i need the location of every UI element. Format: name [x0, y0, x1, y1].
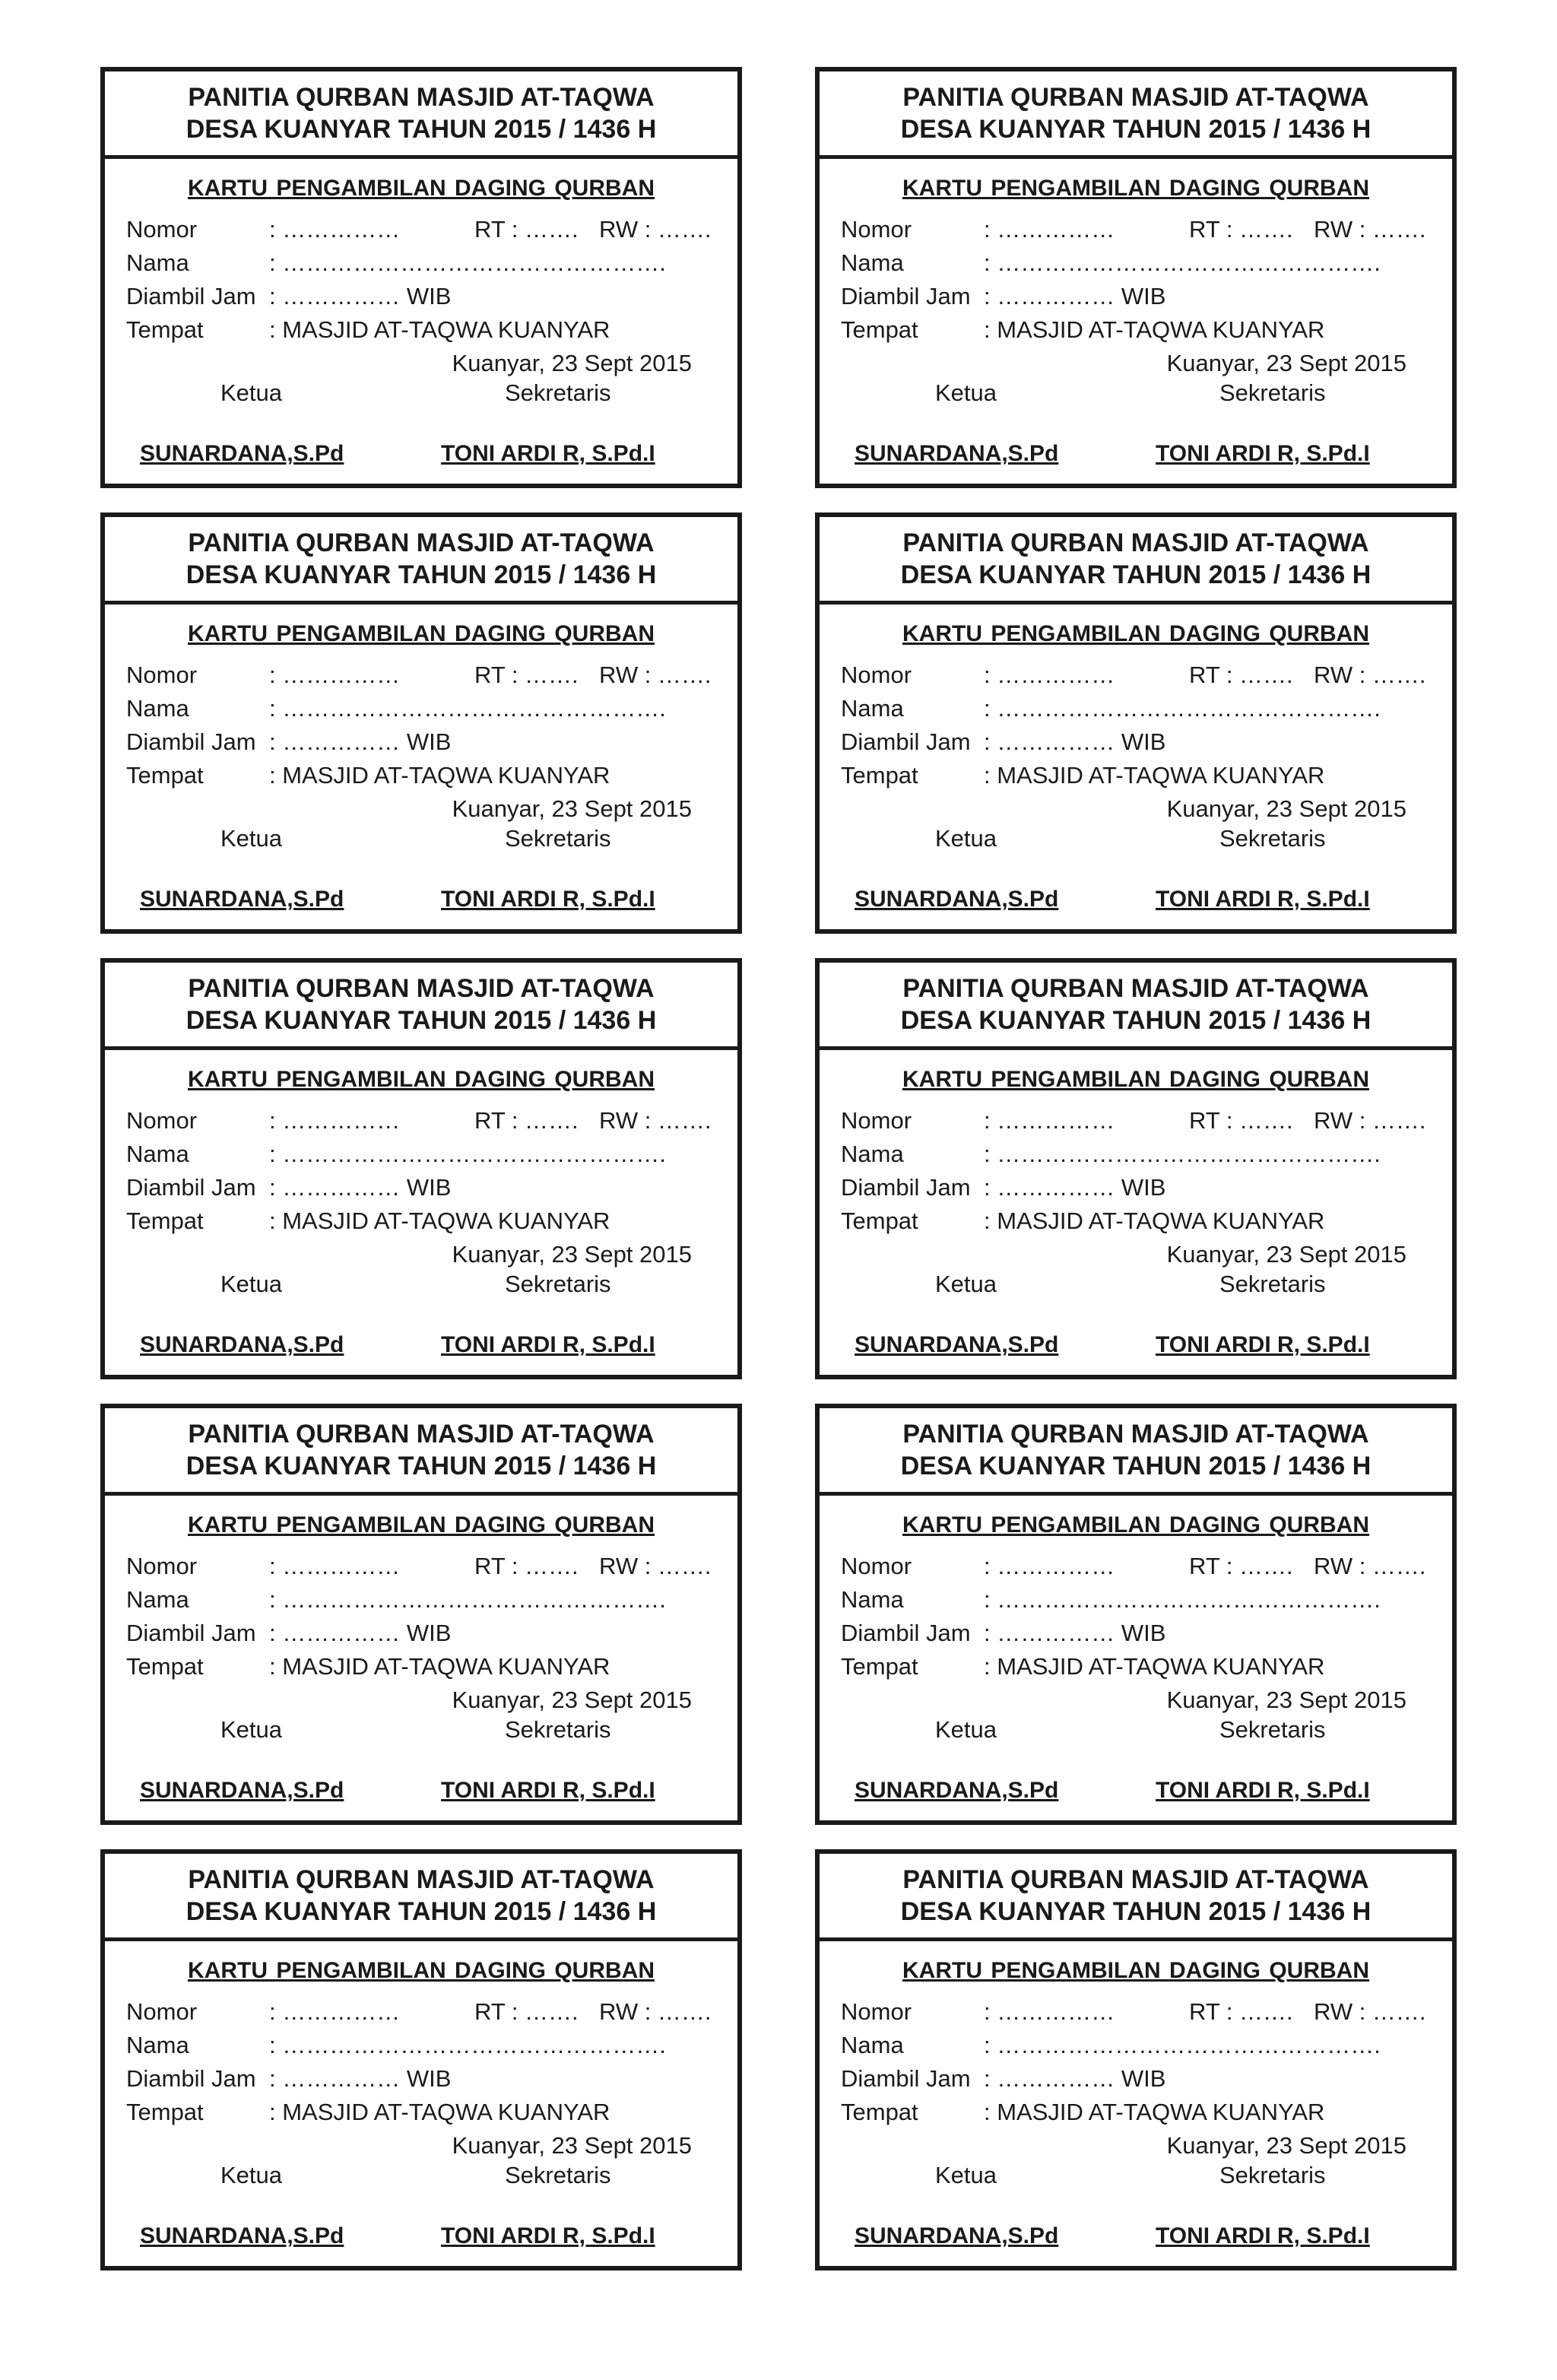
- card-subtitle: KARTU PENGAMBILAN DAGING QURBAN: [902, 1958, 1369, 1983]
- jam-field: : …………… WIB: [984, 2065, 1166, 2092]
- nama-field: : ………………………………………….: [984, 695, 1381, 722]
- ketua-label: Ketua: [935, 379, 997, 406]
- sekretaris-label: Sekretaris: [505, 1716, 611, 1743]
- sekretaris-name: TONI ARDI R, S.Pd.I: [441, 441, 655, 466]
- village-year-title: DESA KUANYAR TAHUN 2015 / 1436 H: [900, 1897, 1371, 1926]
- ketua-label: Ketua: [935, 1271, 997, 1297]
- place-date: Kuanyar, 23 Sept 2015: [1166, 1241, 1406, 1268]
- ketua-label: Ketua: [220, 1716, 283, 1743]
- card-header: [105, 1854, 737, 1941]
- jam-label: Diambil Jam: [126, 1174, 256, 1201]
- rt-field: RT : …….: [1189, 1553, 1293, 1579]
- nama-row: [841, 1585, 1444, 1615]
- place-date: Kuanyar, 23 Sept 2015: [1166, 350, 1406, 376]
- nama-field: : ………………………………………….: [269, 249, 666, 276]
- card-header: [820, 517, 1452, 605]
- nama-row: [126, 1139, 730, 1169]
- nama-label: Nama: [126, 1586, 189, 1613]
- village-year-title: DESA KUANYAR TAHUN 2015 / 1436 H: [900, 1006, 1371, 1035]
- card-header: [820, 1408, 1452, 1496]
- nama-label: Nama: [841, 1586, 904, 1613]
- sekretaris-name: TONI ARDI R, S.Pd.I: [1156, 1332, 1370, 1357]
- sekretaris-label: Sekretaris: [1219, 379, 1326, 406]
- nama-label: Nama: [126, 2032, 189, 2058]
- committee-title: PANITIA QURBAN MASJID AT-TAQWA: [902, 83, 1369, 112]
- nama-field: : ………………………………………….: [984, 2032, 1381, 2058]
- sekretaris-name: TONI ARDI R, S.Pd.I: [1156, 887, 1370, 912]
- nomor-row: [126, 660, 730, 690]
- nomor-label: Nomor: [126, 662, 198, 688]
- jam-field: : …………… WIB: [269, 728, 452, 755]
- nomor-field: : ……………: [269, 216, 401, 243]
- nama-label: Nama: [126, 249, 189, 276]
- tempat-field: : MASJID AT-TAQWA KUANYAR: [269, 1653, 610, 1680]
- place-date: Kuanyar, 23 Sept 2015: [452, 795, 692, 822]
- jam-label: Diambil Jam: [126, 283, 256, 309]
- qurban-card: [815, 1849, 1457, 2271]
- jam-label: Diambil Jam: [841, 2065, 971, 2092]
- tempat-label: Tempat: [841, 316, 918, 343]
- nomor-field: : ……………: [984, 662, 1115, 688]
- tempat-row: [841, 2097, 1444, 2128]
- nomor-field: : ……………: [984, 1553, 1115, 1579]
- sekretaris-label: Sekretaris: [1219, 825, 1326, 852]
- place-date: Kuanyar, 23 Sept 2015: [452, 350, 692, 376]
- tempat-label: Tempat: [126, 1207, 204, 1234]
- sekretaris-label: Sekretaris: [505, 2162, 611, 2188]
- sekretaris-label: Sekretaris: [505, 825, 611, 852]
- nama-label: Nama: [841, 695, 904, 722]
- rt-field: RT : …….: [474, 1998, 579, 2025]
- committee-title: PANITIA QURBAN MASJID AT-TAQWA: [902, 1865, 1369, 1894]
- jam-field: : …………… WIB: [269, 1620, 452, 1646]
- tempat-field: : MASJID AT-TAQWA KUANYAR: [269, 1207, 610, 1234]
- tempat-field: : MASJID AT-TAQWA KUANYAR: [984, 316, 1325, 343]
- card-header: [105, 963, 737, 1050]
- rw-field: RW : …….: [599, 1553, 712, 1579]
- ketua-name: SUNARDANA,S.Pd: [855, 441, 1059, 466]
- nomor-label: Nomor: [841, 662, 912, 688]
- nama-row: [126, 693, 730, 724]
- tempat-field: : MASJID AT-TAQWA KUANYAR: [984, 1653, 1325, 1680]
- tempat-label: Tempat: [841, 1653, 918, 1680]
- nama-field: : ………………………………………….: [269, 1586, 666, 1613]
- village-year-title: DESA KUANYAR TAHUN 2015 / 1436 H: [186, 560, 657, 589]
- nomor-field: : ……………: [984, 1998, 1115, 2025]
- ketua-name: SUNARDANA,S.Pd: [855, 1332, 1059, 1357]
- tempat-field: : MASJID AT-TAQWA KUANYAR: [984, 1207, 1325, 1234]
- nama-label: Nama: [841, 2032, 904, 2058]
- nomor-row: [841, 1997, 1444, 2027]
- sekretaris-name: TONI ARDI R, S.Pd.I: [1156, 1778, 1370, 1803]
- nama-field: : ………………………………………….: [984, 249, 1381, 276]
- jam-field: : …………… WIB: [984, 283, 1166, 309]
- committee-title: PANITIA QURBAN MASJID AT-TAQWA: [902, 1420, 1369, 1449]
- nama-field: : ………………………………………….: [269, 1141, 666, 1167]
- rw-field: RW : …….: [599, 216, 712, 243]
- tempat-row: [126, 760, 730, 791]
- nama-label: Nama: [841, 249, 904, 276]
- nama-row: [841, 1139, 1444, 1169]
- ketua-name: SUNARDANA,S.Pd: [140, 1778, 344, 1803]
- committee-title: PANITIA QURBAN MASJID AT-TAQWA: [188, 1865, 655, 1894]
- ketua-name: SUNARDANA,S.Pd: [140, 887, 344, 912]
- jam-field: : …………… WIB: [269, 2065, 452, 2092]
- tempat-label: Tempat: [126, 1653, 204, 1680]
- rt-field: RT : …….: [1189, 1998, 1293, 2025]
- rw-field: RW : …….: [599, 662, 712, 688]
- jam-label: Diambil Jam: [841, 728, 971, 755]
- qurban-card: [815, 512, 1457, 934]
- tempat-label: Tempat: [126, 2099, 204, 2125]
- place-date: Kuanyar, 23 Sept 2015: [452, 1241, 692, 1268]
- ketua-name: SUNARDANA,S.Pd: [855, 2223, 1059, 2248]
- jam-row: [841, 727, 1444, 757]
- tempat-row: [126, 1206, 730, 1236]
- rw-field: RW : …….: [1314, 1107, 1426, 1134]
- tempat-label: Tempat: [841, 1207, 918, 1234]
- sekretaris-name: TONI ARDI R, S.Pd.I: [441, 1778, 655, 1803]
- nama-field: : ………………………………………….: [269, 695, 666, 722]
- qurban-card: [815, 67, 1457, 488]
- ketua-label: Ketua: [220, 379, 283, 406]
- card-subtitle: KARTU PENGAMBILAN DAGING QURBAN: [902, 176, 1369, 201]
- card-subtitle: KARTU PENGAMBILAN DAGING QURBAN: [902, 1512, 1369, 1537]
- village-year-title: DESA KUANYAR TAHUN 2015 / 1436 H: [186, 1452, 657, 1480]
- sekretaris-label: Sekretaris: [1219, 2162, 1326, 2188]
- nama-row: [126, 248, 730, 278]
- jam-row: [126, 281, 730, 312]
- nomor-label: Nomor: [841, 1553, 912, 1579]
- tempat-row: [126, 1652, 730, 1682]
- jam-label: Diambil Jam: [126, 1620, 256, 1646]
- nama-row: [841, 248, 1444, 278]
- nama-row: [841, 693, 1444, 724]
- committee-title: PANITIA QURBAN MASJID AT-TAQWA: [902, 974, 1369, 1003]
- rt-field: RT : …….: [474, 1107, 579, 1134]
- sekretaris-name: TONI ARDI R, S.Pd.I: [1156, 441, 1370, 466]
- card-subtitle: KARTU PENGAMBILAN DAGING QURBAN: [188, 176, 655, 201]
- rt-field: RT : …….: [474, 216, 579, 243]
- jam-row: [841, 1618, 1444, 1649]
- village-year-title: DESA KUANYAR TAHUN 2015 / 1436 H: [186, 1006, 657, 1035]
- tempat-row: [841, 315, 1444, 345]
- rw-field: RW : …….: [1314, 1998, 1426, 2025]
- nama-row: [126, 2030, 730, 2061]
- card-subtitle: KARTU PENGAMBILAN DAGING QURBAN: [188, 621, 655, 646]
- jam-field: : …………… WIB: [984, 728, 1166, 755]
- jam-label: Diambil Jam: [126, 2065, 256, 2092]
- ketua-name: SUNARDANA,S.Pd: [140, 441, 344, 466]
- place-date: Kuanyar, 23 Sept 2015: [1166, 1687, 1406, 1713]
- nama-field: : ………………………………………….: [269, 2032, 666, 2058]
- rw-field: RW : …….: [1314, 216, 1426, 243]
- committee-title: PANITIA QURBAN MASJID AT-TAQWA: [188, 1420, 655, 1449]
- rw-field: RW : …….: [1314, 662, 1426, 688]
- committee-title: PANITIA QURBAN MASJID AT-TAQWA: [188, 528, 655, 557]
- ketua-label: Ketua: [220, 825, 283, 852]
- jam-label: Diambil Jam: [841, 1620, 971, 1646]
- ketua-label: Ketua: [935, 2162, 997, 2188]
- tempat-label: Tempat: [841, 762, 918, 789]
- jam-row: [126, 1618, 730, 1649]
- nomor-field: : ……………: [269, 662, 401, 688]
- nomor-field: : ……………: [984, 216, 1115, 243]
- committee-title: PANITIA QURBAN MASJID AT-TAQWA: [188, 974, 655, 1003]
- sekretaris-label: Sekretaris: [1219, 1716, 1326, 1743]
- rt-field: RT : …….: [474, 1553, 579, 1579]
- ketua-name: SUNARDANA,S.Pd: [140, 2223, 344, 2248]
- card-subtitle: KARTU PENGAMBILAN DAGING QURBAN: [188, 1512, 655, 1537]
- nomor-field: : ……………: [269, 1107, 401, 1134]
- qurban-card: [100, 67, 742, 488]
- nomor-row: [126, 1997, 730, 2027]
- sekretaris-label: Sekretaris: [505, 1271, 611, 1297]
- nomor-row: [841, 1551, 1444, 1582]
- card-subtitle: KARTU PENGAMBILAN DAGING QURBAN: [902, 621, 1369, 646]
- card-subtitle: KARTU PENGAMBILAN DAGING QURBAN: [188, 1067, 655, 1092]
- rw-field: RW : …….: [599, 1998, 712, 2025]
- tempat-row: [126, 315, 730, 345]
- ketua-name: SUNARDANA,S.Pd: [140, 1332, 344, 1357]
- tempat-field: : MASJID AT-TAQWA KUANYAR: [984, 2099, 1325, 2125]
- nama-field: : ………………………………………….: [984, 1141, 1381, 1167]
- jam-field: : …………… WIB: [269, 283, 452, 309]
- rt-field: RT : …….: [1189, 216, 1293, 243]
- tempat-field: : MASJID AT-TAQWA KUANYAR: [269, 316, 610, 343]
- rt-field: RT : …….: [1189, 662, 1293, 688]
- nomor-label: Nomor: [126, 1107, 198, 1134]
- nomor-field: : ……………: [269, 1553, 401, 1579]
- jam-label: Diambil Jam: [841, 1174, 971, 1201]
- sekretaris-label: Sekretaris: [505, 379, 611, 406]
- nama-row: [841, 2030, 1444, 2061]
- tempat-label: Tempat: [126, 762, 204, 789]
- jam-field: : …………… WIB: [984, 1174, 1166, 1201]
- village-year-title: DESA KUANYAR TAHUN 2015 / 1436 H: [900, 115, 1371, 144]
- card-header: [820, 1854, 1452, 1941]
- nomor-label: Nomor: [841, 1998, 912, 2025]
- jam-row: [841, 1173, 1444, 1203]
- card-header: [105, 71, 737, 159]
- ketua-name: SUNARDANA,S.Pd: [855, 887, 1059, 912]
- jam-field: : …………… WIB: [269, 1174, 452, 1201]
- tempat-field: : MASJID AT-TAQWA KUANYAR: [269, 762, 610, 789]
- nama-label: Nama: [126, 1141, 189, 1167]
- committee-title: PANITIA QURBAN MASJID AT-TAQWA: [188, 83, 655, 112]
- tempat-field: : MASJID AT-TAQWA KUANYAR: [984, 762, 1325, 789]
- nomor-row: [126, 1551, 730, 1582]
- card-subtitle: KARTU PENGAMBILAN DAGING QURBAN: [902, 1067, 1369, 1092]
- tempat-row: [841, 1652, 1444, 1682]
- qurban-card: [100, 958, 742, 1379]
- sekretaris-name: TONI ARDI R, S.Pd.I: [441, 2223, 655, 2248]
- sekretaris-name: TONI ARDI R, S.Pd.I: [441, 887, 655, 912]
- village-year-title: DESA KUANYAR TAHUN 2015 / 1436 H: [186, 1897, 657, 1926]
- tempat-row: [841, 760, 1444, 791]
- sekretaris-name: TONI ARDI R, S.Pd.I: [441, 1332, 655, 1357]
- nama-field: : ………………………………………….: [984, 1586, 1381, 1613]
- qurban-card: [815, 1404, 1457, 1825]
- nama-label: Nama: [126, 695, 189, 722]
- nomor-row: [841, 660, 1444, 690]
- nomor-row: [841, 214, 1444, 245]
- sekretaris-name: TONI ARDI R, S.Pd.I: [1156, 2223, 1370, 2248]
- nomor-row: [126, 214, 730, 245]
- jam-field: : …………… WIB: [984, 1620, 1166, 1646]
- nomor-field: : ……………: [269, 1998, 401, 2025]
- ketua-label: Ketua: [935, 1716, 997, 1743]
- tempat-field: : MASJID AT-TAQWA KUANYAR: [269, 2099, 610, 2125]
- card-header: [105, 1408, 737, 1496]
- tempat-row: [126, 2097, 730, 2128]
- jam-label: Diambil Jam: [126, 728, 256, 755]
- nama-label: Nama: [841, 1141, 904, 1167]
- place-date: Kuanyar, 23 Sept 2015: [1166, 795, 1406, 822]
- ketua-name: SUNARDANA,S.Pd: [855, 1778, 1059, 1803]
- place-date: Kuanyar, 23 Sept 2015: [452, 1687, 692, 1713]
- nomor-label: Nomor: [126, 1998, 198, 2025]
- qurban-card: [100, 1404, 742, 1825]
- nomor-label: Nomor: [841, 1107, 912, 1134]
- village-year-title: DESA KUANYAR TAHUN 2015 / 1436 H: [900, 560, 1371, 589]
- card-header: [820, 71, 1452, 159]
- nomor-field: : ……………: [984, 1107, 1115, 1134]
- jam-row: [126, 727, 730, 757]
- jam-row: [841, 281, 1444, 312]
- nomor-label: Nomor: [126, 216, 198, 243]
- rt-field: RT : …….: [1189, 1107, 1293, 1134]
- qurban-card: [100, 1849, 742, 2271]
- committee-title: PANITIA QURBAN MASJID AT-TAQWA: [902, 528, 1369, 557]
- ketua-label: Ketua: [220, 2162, 283, 2188]
- village-year-title: DESA KUANYAR TAHUN 2015 / 1436 H: [186, 115, 657, 144]
- tempat-row: [841, 1206, 1444, 1236]
- tempat-label: Tempat: [126, 316, 204, 343]
- card-header: [105, 517, 737, 605]
- rt-field: RT : …….: [474, 662, 579, 688]
- ketua-label: Ketua: [220, 1271, 283, 1297]
- jam-row: [126, 2064, 730, 2094]
- qurban-card: [815, 958, 1457, 1379]
- jam-row: [126, 1173, 730, 1203]
- sekretaris-label: Sekretaris: [1219, 1271, 1326, 1297]
- nomor-label: Nomor: [126, 1553, 198, 1579]
- tempat-label: Tempat: [841, 2099, 918, 2125]
- nomor-row: [126, 1106, 730, 1136]
- nomor-row: [841, 1106, 1444, 1136]
- rw-field: RW : …….: [1314, 1553, 1426, 1579]
- nomor-label: Nomor: [841, 216, 912, 243]
- qurban-card: [100, 512, 742, 934]
- jam-row: [841, 2064, 1444, 2094]
- nama-row: [126, 1585, 730, 1615]
- place-date: Kuanyar, 23 Sept 2015: [1166, 2132, 1406, 2159]
- ketua-label: Ketua: [935, 825, 997, 852]
- village-year-title: DESA KUANYAR TAHUN 2015 / 1436 H: [900, 1452, 1371, 1480]
- card-header: [820, 963, 1452, 1050]
- jam-label: Diambil Jam: [841, 283, 971, 309]
- rw-field: RW : …….: [599, 1107, 712, 1134]
- card-subtitle: KARTU PENGAMBILAN DAGING QURBAN: [188, 1958, 655, 1983]
- place-date: Kuanyar, 23 Sept 2015: [452, 2132, 692, 2159]
